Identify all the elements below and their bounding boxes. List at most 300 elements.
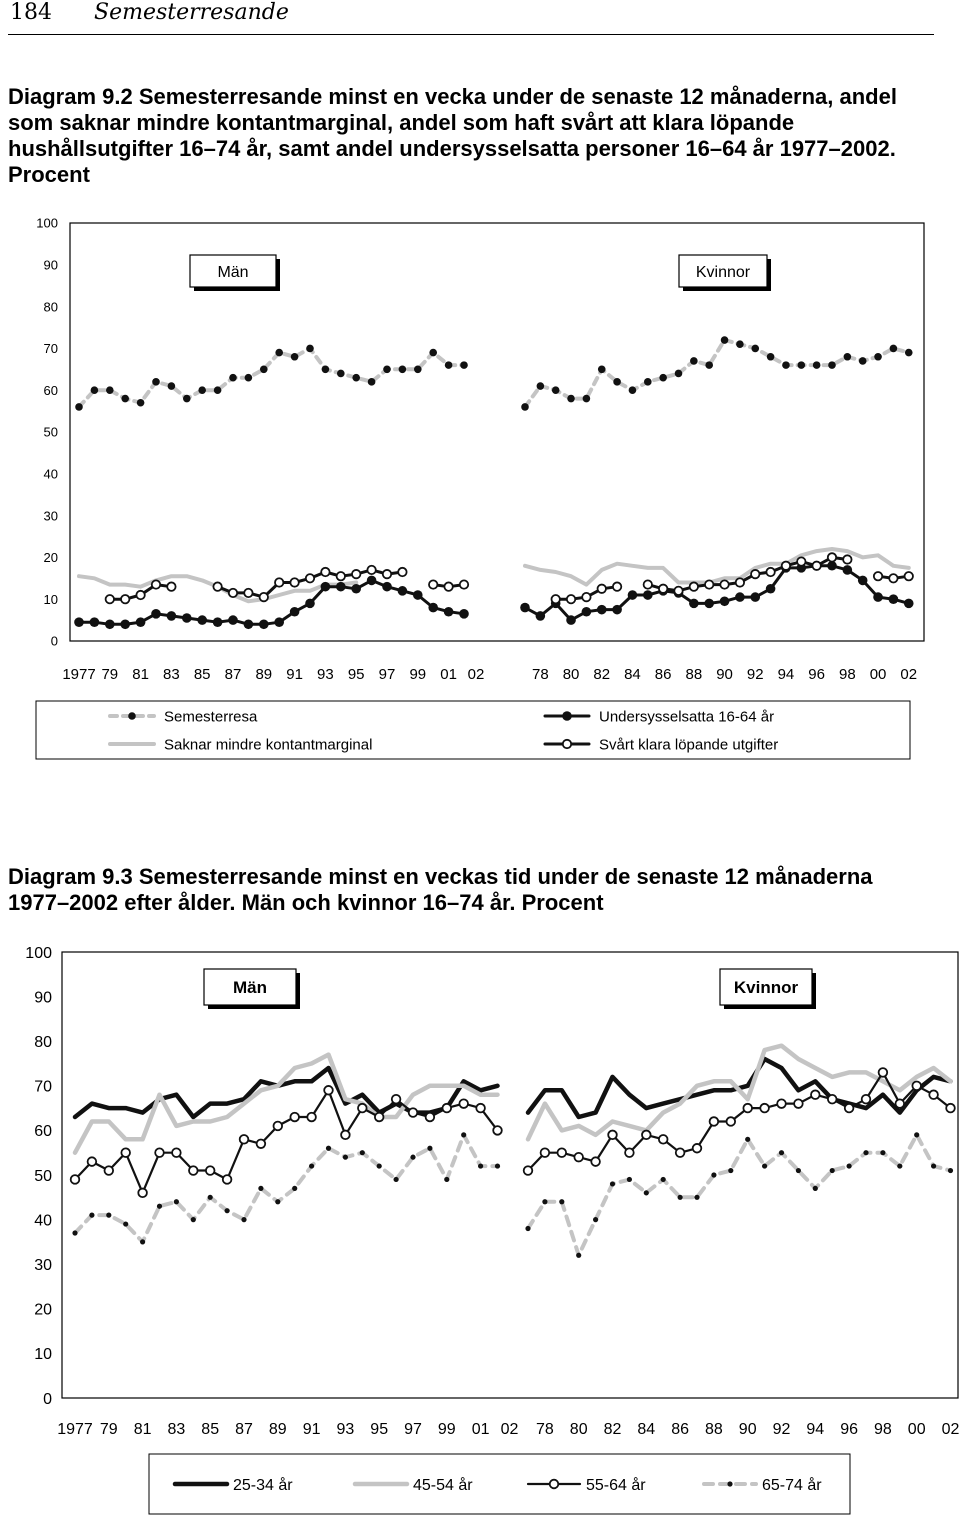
men-series-undersysselsatta-16-64-r	[74, 576, 469, 629]
women-semesterresa-point	[813, 361, 821, 369]
men-semesterresa-point	[137, 399, 145, 407]
women-undersysselsatta-16-64-r-point	[843, 565, 853, 575]
women-undersysselsatta-16-64-r-point	[720, 596, 730, 606]
men-semesterresa-point	[260, 366, 268, 374]
women-55-64-r-point	[828, 1095, 837, 1104]
men-semesterresa-point	[183, 395, 191, 403]
women-x-tick-label: 00	[907, 1421, 926, 1438]
legend-label: 65-74 år	[762, 1476, 822, 1494]
women-55-64-r-point	[524, 1166, 533, 1175]
women-sv-rt-klara-l-pande-utgifter-point	[613, 582, 621, 590]
men-55-64-r-point	[223, 1175, 232, 1184]
men-x-tick-label: 85	[201, 1421, 220, 1438]
y-tick-label: 60	[34, 1123, 52, 1141]
women-65-74-r-point	[745, 1137, 750, 1142]
women-x-tick-label: 86	[671, 1421, 689, 1438]
men-series-semesterresa	[75, 345, 468, 411]
men-semesterresa-point	[399, 366, 407, 374]
men-series-sv-rt-klara-l-pande-utgifter	[106, 566, 469, 604]
women-undersysselsatta-16-64-r-point	[858, 576, 868, 586]
men-x-tick-label: 97	[378, 666, 396, 683]
women-x-tick-label: 84	[624, 666, 641, 683]
women-semesterresa-point	[859, 357, 867, 365]
men-65-74-r-point	[106, 1213, 111, 1218]
women-undersysselsatta-16-64-r-point	[873, 592, 883, 602]
women-sv-rt-klara-l-pande-utgifter-point	[751, 570, 759, 578]
women-series-65-74-r	[525, 1132, 953, 1258]
women-65-74-r-point	[728, 1168, 733, 1173]
men-undersysselsatta-16-64-r-point	[398, 586, 408, 596]
legend-label: 25-34 år	[233, 1476, 293, 1494]
legend-marker	[128, 712, 136, 720]
running-title: Semesterresande	[94, 0, 289, 25]
women-65-74-r-point	[661, 1177, 666, 1182]
women-55-64-r-point	[676, 1148, 685, 1157]
women-65-74-r-point	[678, 1195, 683, 1200]
men-65-74-r-point	[394, 1177, 399, 1182]
women-sv-rt-klara-l-pande-utgifter-point	[582, 593, 590, 601]
y-tick-label: 0	[50, 633, 58, 649]
legend-label: Semesterresa	[164, 708, 258, 726]
panel-label-m-n: Män	[233, 978, 267, 998]
women-x-tick-label: 98	[839, 666, 856, 683]
women-55-64-r-point	[574, 1153, 583, 1162]
women-65-74-r-point	[880, 1150, 885, 1155]
men-55-64-r-point	[240, 1135, 249, 1144]
y-tick-label: 50	[43, 424, 58, 440]
women-semesterresa-point	[659, 374, 667, 382]
women-sv-rt-klara-l-pande-utgifter-point	[690, 582, 698, 590]
women-semesterresa-point	[828, 361, 836, 369]
women-semesterresa-point	[767, 353, 775, 361]
men-sv-rt-klara-l-pande-utgifter-point	[398, 568, 406, 576]
y-tick-label: 60	[43, 382, 58, 398]
men-x-tick-label: 81	[132, 666, 149, 683]
women-undersysselsatta-16-64-r-point	[904, 599, 914, 609]
women-55-64-r-point	[541, 1148, 550, 1157]
women-semesterresa-line	[525, 340, 909, 407]
women-semesterresa-point	[552, 386, 560, 394]
men-sv-rt-klara-l-pande-utgifter-point	[367, 566, 375, 574]
women-series-semesterresa	[521, 336, 912, 410]
women-saknar-mindre-kontantmarginal-line	[525, 549, 909, 585]
men-undersysselsatta-16-64-r-point	[228, 615, 238, 625]
y-tick-label: 100	[36, 215, 58, 231]
women-series-45-54-r	[528, 1046, 951, 1140]
women-sv-rt-klara-l-pande-utgifter-point	[705, 580, 713, 588]
men-55-64-r-point	[341, 1131, 350, 1140]
men-65-74-r-point	[360, 1150, 365, 1155]
men-undersysselsatta-16-64-r-point	[382, 582, 392, 592]
men-sv-rt-klara-l-pande-utgifter-point	[260, 593, 268, 601]
women-65-74-r-point	[830, 1168, 835, 1173]
men-65-74-r-line	[75, 1135, 498, 1242]
men-semesterresa-line	[79, 348, 464, 407]
women-undersysselsatta-16-64-r-point	[536, 611, 546, 621]
men-65-74-r-point	[258, 1186, 263, 1191]
women-55-64-r-point	[794, 1099, 803, 1108]
men-65-74-r-point	[157, 1204, 162, 1209]
men-65-74-r-point	[208, 1195, 213, 1200]
women-undersysselsatta-16-64-r-point	[750, 592, 760, 602]
men-semesterresa-point	[91, 386, 99, 394]
men-undersysselsatta-16-64-r-point	[167, 611, 177, 621]
legend-label: 55-64 år	[586, 1476, 646, 1494]
men-undersysselsatta-16-64-r-point	[197, 615, 207, 625]
women-55-64-r-point	[946, 1104, 955, 1113]
men-x-tick-label: 79	[101, 666, 119, 683]
men-55-64-r-point	[105, 1166, 114, 1175]
men-65-74-r-point	[89, 1213, 94, 1218]
men-series-45-54-r	[75, 1055, 498, 1153]
men-55-64-r-point	[443, 1104, 452, 1113]
men-55-64-r-point	[206, 1166, 215, 1175]
women-x-tick-label: 82	[593, 666, 611, 683]
men-sv-rt-klara-l-pande-utgifter-point	[244, 589, 252, 597]
men-x-tick-label: 02	[467, 666, 485, 683]
men-55-64-r-point	[121, 1148, 130, 1157]
women-semesterresa-point	[890, 345, 898, 353]
women-x-tick-label: 90	[716, 666, 733, 683]
women-semesterresa-point	[629, 386, 637, 394]
women-55-64-r-point	[811, 1090, 820, 1099]
diagram-9-2-caption: Diagram 9.2 Semesterresande minst en vecka under de senaste 12 månaderna, andel som saknar mindre kontantmarginal, andel som haft svårt att klara löpande hushållsutgifter 16–74 år, samt andel undersysselsatta personer 16–64 år 1977–2002. Procent	[8, 84, 897, 187]
men-x-tick-label: 99	[437, 1421, 456, 1438]
men-x-tick-label: 89	[255, 666, 273, 683]
women-x-tick-label: 00	[869, 666, 887, 683]
y-tick-label: 90	[43, 257, 58, 273]
women-semesterresa-point	[521, 403, 529, 411]
women-sv-rt-klara-l-pande-utgifter-point	[828, 553, 836, 561]
women-semesterresa-point	[721, 336, 729, 344]
page-header	[8, 0, 934, 35]
men-65-74-r-point	[241, 1217, 246, 1222]
y-tick-label: 20	[43, 550, 58, 566]
men-sv-rt-klara-l-pande-utgifter-point	[275, 578, 283, 586]
men-semesterresa-point	[383, 366, 391, 374]
men-sv-rt-klara-l-pande-utgifter-point	[106, 595, 114, 603]
men-undersysselsatta-16-64-r-point	[428, 603, 438, 613]
women-semesterresa-point	[583, 395, 591, 403]
legend-marker	[562, 711, 572, 721]
women-65-74-r-point	[711, 1172, 716, 1177]
men-undersysselsatta-16-64-r-point	[459, 609, 469, 619]
women-sv-rt-klara-l-pande-utgifter-point	[552, 595, 560, 603]
men-x-tick-label: 93	[336, 1421, 355, 1438]
women-65-74-r-point	[948, 1168, 953, 1173]
y-tick-label: 70	[34, 1078, 52, 1096]
men-semesterresa-point	[352, 374, 360, 382]
diagram-9-3-caption: Diagram 9.3 Semesterresande minst en veckas tid under de senaste 12 månaderna 1977–2002 efter ålder. Män och kvinnor 16–74 år. Procent	[8, 864, 873, 915]
women-55-64-r-point	[591, 1157, 600, 1166]
diagram-9-2-chart	[0, 205, 960, 775]
men-55-64-r-point	[392, 1095, 401, 1104]
men-sv-rt-klara-l-pande-utgifter-point	[121, 595, 129, 603]
men-65-74-r-point	[478, 1163, 483, 1168]
legend-marker	[727, 1481, 732, 1486]
men-x-tick-label: 1977	[57, 1421, 93, 1438]
men-65-74-r-point	[174, 1199, 179, 1204]
men-semesterresa-point	[229, 374, 237, 382]
women-x-tick-label: 78	[536, 1421, 554, 1438]
men-undersysselsatta-16-64-r-point	[244, 619, 254, 629]
women-sv-rt-klara-l-pande-utgifter-point	[598, 585, 606, 593]
women-x-tick-label: 84	[637, 1421, 656, 1438]
women-x-tick-label: 86	[654, 666, 672, 683]
men-undersysselsatta-16-64-r-point	[367, 576, 377, 586]
women-sv-rt-klara-l-pande-utgifter-point	[812, 562, 820, 570]
men-65-74-r-point	[309, 1163, 314, 1168]
men-semesterresa-point	[245, 374, 253, 382]
women-semesterresa-point	[782, 361, 790, 369]
women-undersysselsatta-16-64-r-point	[520, 603, 530, 613]
men-semesterresa-point	[322, 366, 330, 374]
women-series-saknar-mindre-kontantmarginal	[525, 549, 909, 585]
men-sv-rt-klara-l-pande-utgifter-point	[152, 580, 160, 588]
women-55-64-r-point	[845, 1104, 854, 1113]
men-65-74-r-point	[123, 1221, 128, 1226]
men-semesterresa-point	[275, 349, 283, 357]
women-55-64-r-point	[862, 1095, 871, 1104]
men-55-64-r-point	[71, 1175, 80, 1184]
men-65-74-r-point	[140, 1239, 145, 1244]
women-sv-rt-klara-l-pande-utgifter-point	[874, 572, 882, 580]
men-undersysselsatta-16-64-r-point	[151, 609, 161, 619]
men-x-tick-label: 79	[99, 1421, 118, 1438]
women-65-74-r-point	[559, 1199, 564, 1204]
men-65-74-r-point	[343, 1155, 348, 1160]
men-x-tick-label: 01	[471, 1421, 490, 1438]
women-semesterresa-point	[537, 382, 545, 390]
y-tick-label: 30	[34, 1256, 52, 1274]
women-55-64-r-point	[642, 1131, 651, 1140]
men-sv-rt-klara-l-pande-utgifter-point	[429, 580, 437, 588]
women-semesterresa-point	[613, 378, 621, 386]
women-x-tick-label: 82	[603, 1421, 622, 1438]
men-sv-rt-klara-l-pande-utgifter-point	[352, 570, 360, 578]
men-x-tick-label: 83	[163, 666, 180, 683]
men-x-tick-label: 01	[440, 666, 457, 683]
men-55-64-r-point	[375, 1113, 384, 1122]
women-65-74-r-point	[847, 1163, 852, 1168]
women-x-tick-label: 92	[772, 1421, 791, 1438]
men-55-64-r-point	[476, 1104, 485, 1113]
women-semesterresa-point	[874, 353, 882, 361]
men-x-tick-label: 91	[302, 1421, 321, 1438]
men-65-74-r-point	[72, 1230, 77, 1235]
men-65-74-r-point	[427, 1146, 432, 1151]
women-x-tick-label: 94	[777, 666, 795, 683]
men-x-tick-label: 83	[167, 1421, 186, 1438]
men-55-64-r-point	[307, 1113, 316, 1122]
women-sv-rt-klara-l-pande-utgifter-point	[905, 572, 913, 580]
men-65-74-r-point	[461, 1132, 466, 1137]
women-65-74-r-point	[897, 1163, 902, 1168]
women-x-tick-label: 94	[806, 1421, 825, 1438]
men-semesterresa-point	[291, 353, 299, 361]
legend-marker	[550, 1480, 559, 1489]
men-sv-rt-klara-l-pande-utgifter-point	[136, 591, 144, 599]
men-semesterresa-point	[75, 403, 83, 411]
men-65-74-r-point	[444, 1177, 449, 1182]
legend-marker	[563, 740, 571, 748]
men-55-64-r-point	[324, 1086, 333, 1095]
men-x-tick-label: 87	[235, 1421, 253, 1438]
women-65-74-r-point	[813, 1186, 818, 1191]
women-65-74-r-point	[796, 1168, 801, 1173]
women-undersysselsatta-16-64-r-point	[612, 605, 622, 615]
men-55-64-r-point	[88, 1157, 97, 1166]
men-sv-rt-klara-l-pande-utgifter-point	[229, 589, 237, 597]
women-sv-rt-klara-l-pande-utgifter-point	[843, 555, 851, 563]
men-undersysselsatta-16-64-r-point	[413, 590, 423, 600]
men-undersysselsatta-16-64-r-point	[74, 617, 84, 627]
men-undersysselsatta-16-64-r-point	[274, 617, 284, 627]
women-55-64-r-point	[896, 1099, 905, 1108]
men-sv-rt-klara-l-pande-utgifter-point	[337, 572, 345, 580]
women-semesterresa-point	[751, 345, 759, 353]
men-undersysselsatta-16-64-r-point	[120, 619, 130, 629]
men-undersysselsatta-16-64-r-point	[321, 582, 331, 592]
women-x-tick-label: 90	[738, 1421, 757, 1438]
men-sv-rt-klara-l-pande-utgifter-point	[383, 570, 391, 578]
men-x-tick-label: 89	[268, 1421, 287, 1438]
panel-label-m-n: Män	[217, 263, 249, 281]
women-x-tick-label: 88	[685, 666, 703, 683]
women-55-64-r-point	[659, 1135, 668, 1144]
y-tick-label: 20	[34, 1301, 52, 1319]
women-55-64-r-point	[710, 1117, 719, 1126]
women-55-64-r-point	[777, 1099, 786, 1108]
women-65-74-r-point	[863, 1150, 868, 1155]
women-55-64-r-point	[912, 1082, 921, 1091]
women-65-74-r-point	[644, 1190, 649, 1195]
men-65-74-r-point	[292, 1186, 297, 1191]
men-x-tick-label: 95	[370, 1421, 389, 1438]
women-undersysselsatta-16-64-r-point	[689, 599, 699, 609]
men-undersysselsatta-16-64-r-point	[136, 617, 146, 627]
women-55-64-r-point	[625, 1148, 634, 1157]
legend-label: Svårt klara löpande utgifter	[599, 736, 779, 754]
men-55-64-r-line	[75, 1090, 498, 1193]
men-undersysselsatta-16-64-r-point	[305, 599, 315, 609]
men-55-64-r-point	[172, 1148, 181, 1157]
women-x-tick-label: 88	[705, 1421, 723, 1438]
men-55-64-r-point	[426, 1113, 435, 1122]
women-65-74-r-point	[931, 1163, 936, 1168]
men-65-74-r-point	[191, 1217, 196, 1222]
women-55-64-r-point	[760, 1104, 769, 1113]
men-undersysselsatta-16-64-r-point	[351, 584, 361, 594]
men-x-tick-label: 87	[224, 666, 242, 683]
women-55-64-r-point	[929, 1090, 938, 1099]
y-tick-label: 50	[34, 1167, 52, 1185]
men-sv-rt-klara-l-pande-utgifter-point	[321, 568, 329, 576]
men-65-74-r-point	[495, 1163, 500, 1168]
men-x-tick-label: 99	[409, 666, 427, 683]
men-x-tick-label: 95	[347, 666, 365, 683]
women-semesterresa-point	[705, 361, 713, 369]
women-65-74-r-point	[542, 1199, 547, 1204]
women-sv-rt-klara-l-pande-utgifter-point	[644, 580, 652, 588]
men-undersysselsatta-16-64-r-point	[259, 619, 269, 629]
panel-label-kvinnor: Kvinnor	[733, 978, 799, 998]
women-series-undersysselsatta-16-64-r	[520, 561, 913, 625]
women-65-74-r-point	[762, 1163, 767, 1168]
women-65-74-r-point	[525, 1226, 530, 1231]
women-65-74-r-point	[627, 1177, 632, 1182]
women-sv-rt-klara-l-pande-utgifter-point	[889, 574, 897, 582]
women-x-tick-label: 80	[562, 666, 580, 683]
women-semesterresa-point	[598, 366, 606, 374]
women-semesterresa-point	[905, 349, 913, 357]
men-semesterresa-point	[429, 349, 437, 357]
men-sv-rt-klara-l-pande-utgifter-point	[444, 582, 452, 590]
men-undersysselsatta-16-64-r-point	[290, 607, 300, 617]
men-semesterresa-point	[214, 386, 222, 394]
women-55-64-r-point	[608, 1131, 617, 1140]
women-x-tick-label: 92	[746, 666, 764, 683]
women-65-74-r-point	[694, 1195, 699, 1200]
men-semesterresa-point	[460, 361, 468, 369]
women-65-74-r-point	[914, 1132, 919, 1137]
women-undersysselsatta-16-64-r-point	[628, 590, 638, 600]
men-55-64-r-point	[493, 1126, 502, 1135]
men-semesterresa-point	[152, 378, 160, 386]
men-55-64-r-point	[274, 1122, 283, 1131]
legend-label: 45-54 år	[413, 1476, 473, 1494]
women-65-74-r-point	[779, 1150, 784, 1155]
women-semesterresa-point	[690, 357, 698, 365]
men-45-54-r-line	[75, 1055, 498, 1153]
y-tick-label: 10	[34, 1346, 52, 1364]
plot-frame	[62, 952, 958, 1398]
men-semesterresa-point	[414, 366, 422, 374]
men-series-65-74-r	[72, 1132, 500, 1244]
men-65-74-r-point	[225, 1208, 230, 1213]
women-sv-rt-klara-l-pande-utgifter-point	[782, 562, 790, 570]
women-undersysselsatta-16-64-r-point	[582, 607, 592, 617]
panel-label-kvinnor: Kvinnor	[695, 263, 751, 281]
men-sv-rt-klara-l-pande-utgifter-point	[460, 580, 468, 588]
women-sv-rt-klara-l-pande-utgifter-point	[766, 568, 774, 576]
women-45-54-r-line	[528, 1046, 951, 1140]
women-sv-rt-klara-l-pande-utgifter-point	[674, 587, 682, 595]
y-tick-label: 100	[25, 944, 52, 962]
men-semesterresa-point	[337, 370, 345, 378]
y-tick-label: 80	[43, 299, 58, 315]
women-undersysselsatta-16-64-r-point	[643, 590, 653, 600]
men-undersysselsatta-16-64-r-point	[213, 617, 223, 627]
men-sv-rt-klara-l-pande-utgifter-point	[290, 578, 298, 586]
women-undersysselsatta-16-64-r-point	[597, 605, 607, 615]
men-semesterresa-point	[306, 345, 314, 353]
y-tick-label: 0	[43, 1390, 52, 1408]
women-55-64-r-point	[558, 1148, 567, 1157]
women-sv-rt-klara-l-pande-utgifter-point	[736, 578, 744, 586]
women-x-tick-label: 02	[941, 1421, 960, 1438]
y-tick-label: 10	[43, 591, 58, 607]
women-65-74-r-line	[528, 1135, 951, 1255]
men-x-tick-label: 93	[317, 666, 334, 683]
women-x-tick-label: 98	[874, 1421, 892, 1438]
men-undersysselsatta-16-64-r-point	[90, 617, 100, 627]
diagram-9-3-chart	[0, 935, 960, 1517]
women-65-74-r-point	[593, 1217, 598, 1222]
y-tick-label: 90	[34, 989, 52, 1007]
women-undersysselsatta-16-64-r-point	[566, 615, 576, 625]
men-55-64-r-point	[358, 1104, 367, 1113]
